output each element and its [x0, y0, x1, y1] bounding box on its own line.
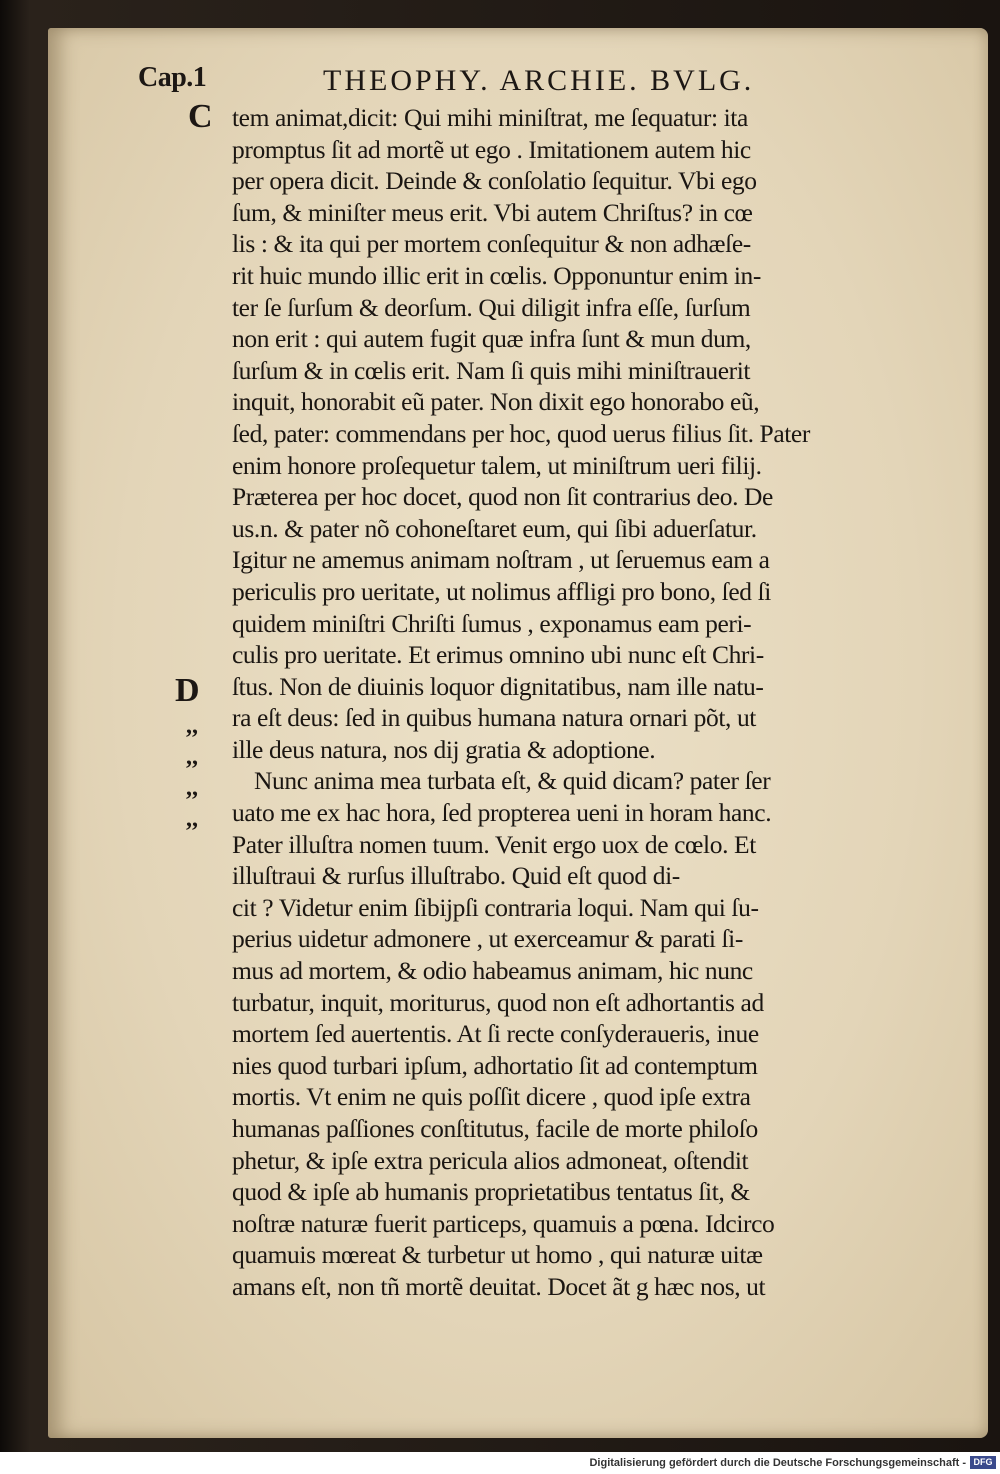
quote-mark: ,,: [186, 713, 198, 739]
text-line: illuſtraui & rurſus illuſtrabo. Quid eſt quod di-: [232, 861, 680, 891]
margin-section-c: C: [188, 98, 213, 135]
quote-mark: ,,: [186, 744, 198, 770]
text-line: quidem miniſtri Chriſti ſumus , exponamus eam peri-: [232, 608, 752, 638]
text-line: inquit, honorabit eũ pater. Non dixit ego honorabo eũ,: [232, 387, 760, 417]
quote-mark: ,,: [186, 775, 198, 801]
text-line: mortem ſed auertentis. At ſi recte conſyderaueris, inue: [232, 1019, 759, 1049]
text-line: noſtræ naturæ fuerit particeps, quamuis a pœna. Idcirco: [232, 1208, 775, 1238]
text-line: lis : & ita qui per mortem conſequitur & non adhæſe-: [232, 229, 751, 259]
text-line: tem animat,dicit: Qui mihi miniſtrat, me ſequatur: ita: [232, 103, 748, 132]
text-line: humanas paſſiones conſtitutus, facile de morte philoſo: [232, 1114, 758, 1143]
text-line: amans eſt, non tñ mortẽ deuitat. Docet ãt g hæc nos, ut: [232, 1271, 766, 1301]
funding-notice: Digitalisierung gefördert durch die Deutsche Forschungsgemeinschaft -: [589, 1457, 966, 1469]
text-line: uato me ex hac hora, ſed propterea ueni in horam hanc.: [232, 798, 772, 828]
margin-quote-marks: [186, 714, 216, 838]
text-line: culis pro ueritate. Et erimus omnino ubi nunc eſt Chri-: [232, 640, 764, 670]
text-line: ille deus natura, nos dij gratia & adoptione.: [232, 734, 656, 764]
text-line: ra eſt deus: ſed in quibus humana natura ornari põt, ut: [232, 703, 756, 733]
text-line: per opera dicit. Deinde & conſolatio ſequitur. Vbi ego: [232, 166, 757, 196]
text-line: perius uidetur admonere , ut exerceamur & parati ſi-: [232, 924, 743, 954]
text-line: nies quod turbari ipſum, adhortatio ſit ad contemptum: [232, 1050, 758, 1080]
quote-mark: ,,: [186, 806, 198, 832]
text-line: Igitur ne amemus animam noſtram , ut ſeruemus eam a: [232, 545, 770, 575]
text-line: turbatur, inquit, moriturus, quod non eſt adhortantis ad: [232, 987, 764, 1017]
text-line: non erit : qui autem fugit quæ infra ſunt & mun dum,: [232, 324, 751, 354]
text-line: enim honore proſequetur talem, ut miniſtrum ueri filij.: [232, 450, 762, 480]
text-line: Præterea per hoc docet, quod non ſit contrarius deo. De: [232, 482, 773, 512]
text-line: promptus ſit ad mortẽ ut ego . Imitationem autem hic: [232, 134, 751, 164]
text-line: Nunc anima mea turbata eſt, & quid dicam? pater ſer: [254, 766, 771, 796]
text-line: cit ? Videtur enim ſibijpſi contraria loqui. Nam qui ſu-: [232, 892, 759, 922]
text-line: ſed, pater: commendans per hoc, quod uerus filius ſit. Pater: [232, 418, 810, 448]
text-line: quod & ipſe ab humanis proprietatibus tentatus ſit, &: [232, 1177, 750, 1207]
margin-section-d: D: [175, 672, 200, 709]
dfg-logo: DFG: [970, 1456, 996, 1469]
text-line: us.n. & pater nõ cohoneſtaret eum, qui ſibi aduerſatur.: [232, 513, 757, 543]
chapter-label: Cap.1: [138, 62, 207, 93]
text-line: quamuis mœreat & turbetur ut homo , qui naturæ uitæ: [232, 1240, 763, 1270]
text-line: rit huic mundo illic erit in cœlis. Opponuntur enim in-: [232, 260, 762, 290]
text-line: phetur, & ipſe extra pericula alios admoneat, oſtendit: [232, 1145, 749, 1175]
text-line: mus ad mortem, & odio habeamus animam, hic nunc: [232, 956, 753, 986]
running-head: [138, 62, 958, 102]
text-line: periculis pro ueritate, ut nolimus affligi pro bono, ſed ſi: [232, 576, 771, 606]
text-line: mortis. Vt enim ne quis poſſit dicere , quod ipſe extra: [232, 1082, 751, 1112]
text-line: ſurſum & in cœlis erit. Nam ſi quis mihi miniſtrauerit: [232, 355, 751, 385]
body-text: [232, 102, 922, 1303]
text-line: ter ſe ſurſum & deorſum. Qui diligit infra eſſe, ſurſum: [232, 292, 751, 322]
running-title: THEOPHY. ARCHIE. BVLG.: [323, 64, 755, 97]
footer-band: [0, 1452, 1000, 1474]
text-line: ſtus. Non de diuinis loquor dignitatibus, nam ille natu-: [232, 671, 764, 701]
text-line: Pater illuſtra nomen tuum. Venit ergo uox de cœlo. Et: [232, 829, 756, 859]
book-page: [48, 28, 988, 1438]
text-line: ſum, & miniſter meus erit. Vbi autem Chriſtus? in cœ: [232, 197, 753, 227]
